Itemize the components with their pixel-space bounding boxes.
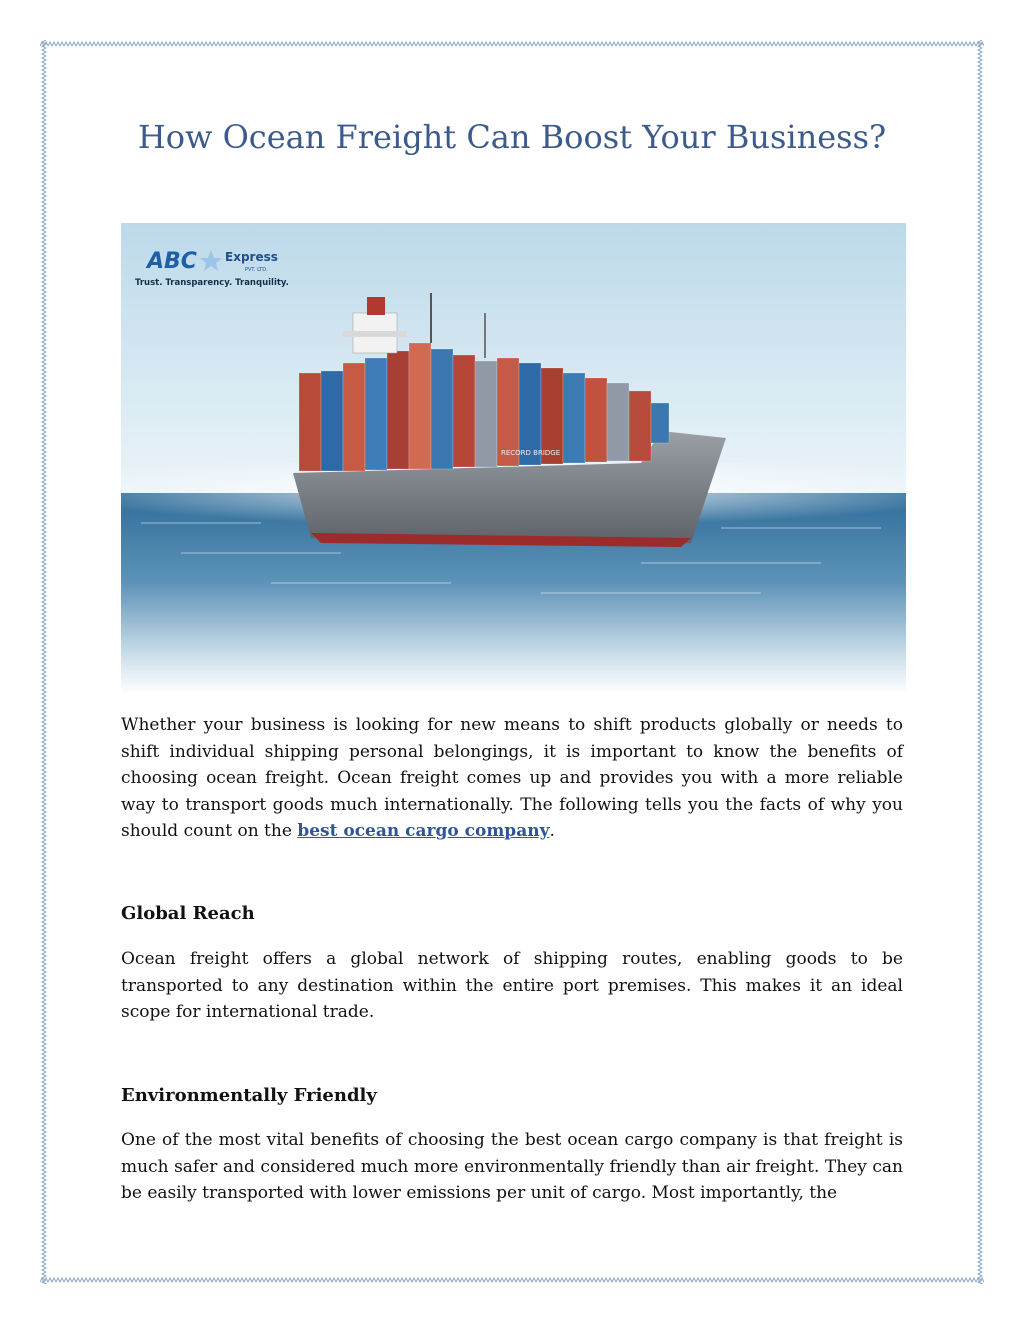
border-right — [976, 40, 984, 1284]
intro-text-end: . — [549, 821, 555, 841]
section-paragraph-global-reach: Ocean freight offers a global network of shipping routes, enabling goods to be transported to any destination within the entire port premises. This makes it an ideal scope for international trade. — [121, 949, 903, 1022]
section-paragraph-environmentally-friendly: One of the most vital benefits of choosing the best ocean cargo company is that freight is much safer and considered much more environmentally friendly than air freight. They can be easily transported with lower emissions per unit of cargo. Most importantly, the — [121, 1130, 903, 1203]
logo-letters: ABC — [147, 249, 197, 274]
cargo-ship-illustration — [121, 223, 906, 694]
border-top — [40, 40, 984, 48]
border-left — [40, 40, 48, 1284]
best-ocean-cargo-company-link[interactable]: best ocean cargo company — [297, 821, 550, 841]
page-title: How Ocean Freight Can Boost Your Business? — [137, 118, 887, 156]
intro-paragraph — [121, 712, 903, 845]
ship-name-text: RECORD BRIDGE — [501, 449, 561, 457]
logo-word: Express — [225, 250, 278, 264]
section-heading-environmentally-friendly: Environmentally Friendly — [121, 1085, 377, 1106]
section-heading-global-reach: Global Reach — [121, 903, 255, 924]
logo-tagline: Trust. Transparency. Tranquility. — [135, 278, 289, 288]
border-bottom — [40, 1276, 984, 1284]
intro-text: Whether your business is looking for new means to shift products globally or needs to shift individual shipping personal belongings, it is important to know the benefits of choosing ocean freight. Ocean freight comes up and provides you with a more reliable way to transport goods much internationally. The following tells you the facts of why you should count on the — [121, 715, 903, 841]
hero-image-cargo-ship — [121, 223, 906, 694]
logo-suffix: PVT. LTD. — [245, 267, 268, 273]
